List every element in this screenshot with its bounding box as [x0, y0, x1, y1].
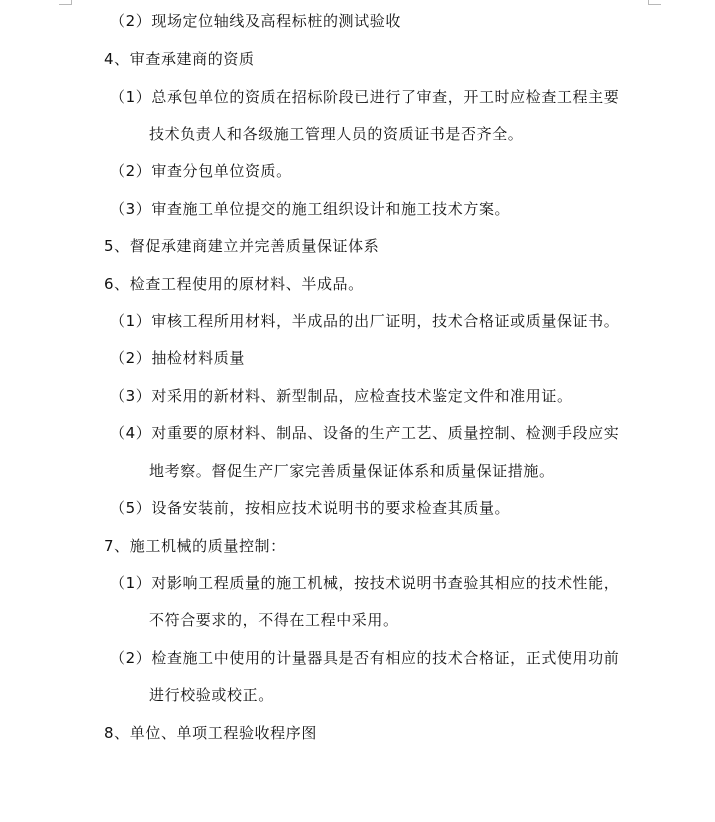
item-continuation: 进行校验或校正。	[149, 686, 274, 704]
item-line: （2）现场定位轴线及高程标桩的测试验收	[110, 12, 401, 30]
item-continuation: 不符合要求的，不得在工程中采用。	[149, 611, 399, 629]
section-heading: 8、单位、单项工程验收程序图	[104, 724, 317, 742]
item-line: （1）对影响工程质量的施工机械，按技术说明书查验其相应的技术性能，	[110, 574, 620, 592]
item-line: （2）检查施工中使用的计量器具是否有相应的技术合格证，正式使用功前	[110, 649, 620, 667]
item-continuation: 技术负责人和各级施工管理人员的资质证书是否齐全。	[149, 125, 524, 143]
item-line: （1）总承包单位的资质在招标阶段已进行了审查，开工时应检查工程主要	[110, 88, 620, 106]
item-line: （3）对采用的新材料、新型制品，应检查技术鉴定文件和准用证。	[110, 387, 573, 405]
section-heading: 6、检查工程使用的原材料、半成品。	[104, 275, 364, 293]
item-line: （3）审查施工单位提交的施工组织设计和施工技术方案。	[110, 200, 511, 218]
section-heading: 7、施工机械的质量控制：	[104, 537, 286, 555]
item-line: （5）设备安装前，按相应技术说明书的要求检查其质量。	[110, 499, 511, 517]
item-line: （4）对重要的原材料、制品、设备的生产工艺、质量控制、检测手段应实	[110, 424, 620, 442]
crop-mark-right	[648, 0, 661, 5]
crop-mark-left	[59, 0, 72, 5]
item-continuation: 地考察。督促生产厂家完善质量保证体系和质量保证措施。	[149, 462, 555, 480]
section-heading: 4、审查承建商的资质	[104, 50, 255, 68]
item-line: （2）抽检材料质量	[110, 349, 245, 367]
item-line: （1）审核工程所用材料，半成品的出厂证明，技术合格证或质量保证书。	[110, 312, 620, 330]
item-line: （2）审查分包单位资质。	[110, 162, 292, 180]
section-heading: 5、督促承建商建立并完善质量保证体系	[104, 237, 380, 255]
